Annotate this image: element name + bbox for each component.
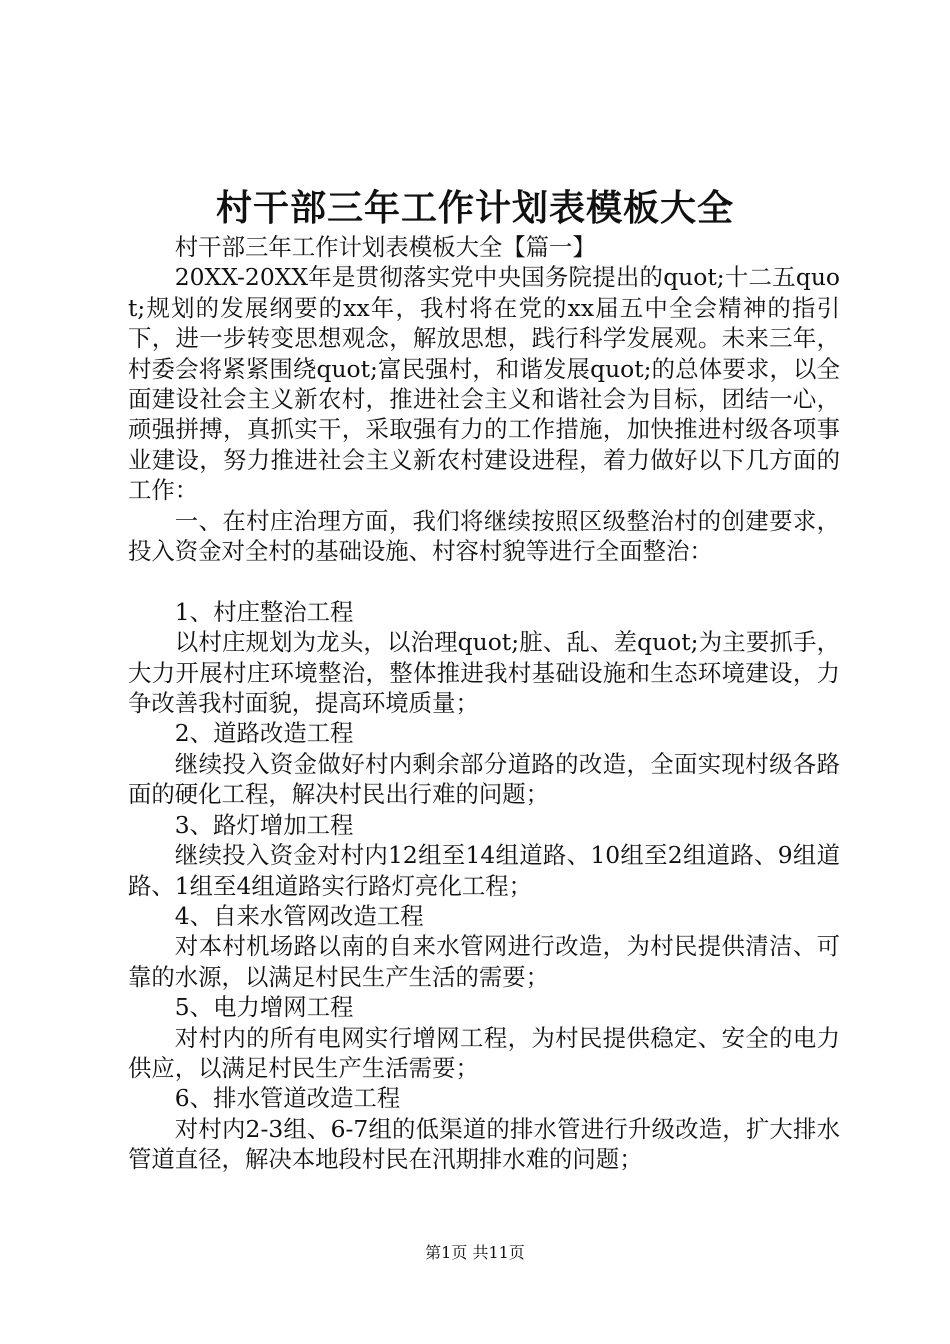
document-body [128,232,840,1175]
item-body-5: 对村内的所有电网实行增网工程，为村民提供稳定、安全的电力供应，以满足村民生产生活需要； [128,1023,840,1082]
document-title: 村干部三年工作计划表模板大全 [215,187,734,229]
item-body-1: 以村庄规划为龙头，以治理quot;脏、乱、差quot;为主要抓手，大力开展村庄环境整治，整体推进我村基础设施和生态环境建设，力争改善我村面貌，提高环境质量； [128,628,840,718]
paragraph-village-governance: 一、在村庄治理方面，我们将继续按照区级整治村的创建要求，投入资金对全村的基础设施、村容村貌等进行全面整治： [128,506,840,566]
item-heading-1: 1、村庄整治工程 [174,597,354,626]
item-body-6: 对村内2-3组、6-7组的低渠道的排水管进行升级改造，扩大排水管道直径，解决本地段村民在汛期排水难的问题； [128,1114,840,1174]
paragraph-intro: 20XX-20XX年是贯彻落实党中央国务院提出的quot;十二五quot;规划的发展纲要的xx年，我村将在党的xx届五中全会精神的指引下，进一步转变思想观念，解放思想，践行科学发展观。未来三年，村委会将紧紧围绕quot;富民强村，和谐发展quot;的总体要求，以全面建设社会主义新农村，推进社会主义和谐社会为目标，团结一心，顽强拼搏，真抓实干，采取强有力的工作措施，加快推进村级各项事业建设，努力推进社会主义新农村建设进程，着力做好以下几方面的工作： [128,263,840,505]
blank-line [128,566,840,596]
item-body-4: 对本村机场路以南的自来水管网进行改造，为村民提供清洁、可靠的水源，以满足村民生产生活的需要； [128,932,840,991]
item-heading-3: 3、路灯增加工程 [174,810,354,839]
section-heading: 村干部三年工作计划表模板大全【篇一】 [174,233,596,261]
item-heading-5: 5、电力增网工程 [174,993,354,1022]
item-body-3: 继续投入资金对村内12组至14组道路、10组至2组道路、9组道路、1组至4组道路实行路灯亮化工程； [128,841,840,900]
item-heading-6: 6、排水管道改造工程 [174,1084,401,1113]
item-heading-4: 4、自来水管网改造工程 [174,901,424,930]
page-number: 第1页 共11页 [425,1243,525,1262]
item-body-2: 继续投入资金做好村内剩余部分道路的改造，全面实现村级各路面的硬化工程，解决村民出行难的问题； [128,749,840,809]
item-heading-2: 2、道路改造工程 [174,719,354,748]
